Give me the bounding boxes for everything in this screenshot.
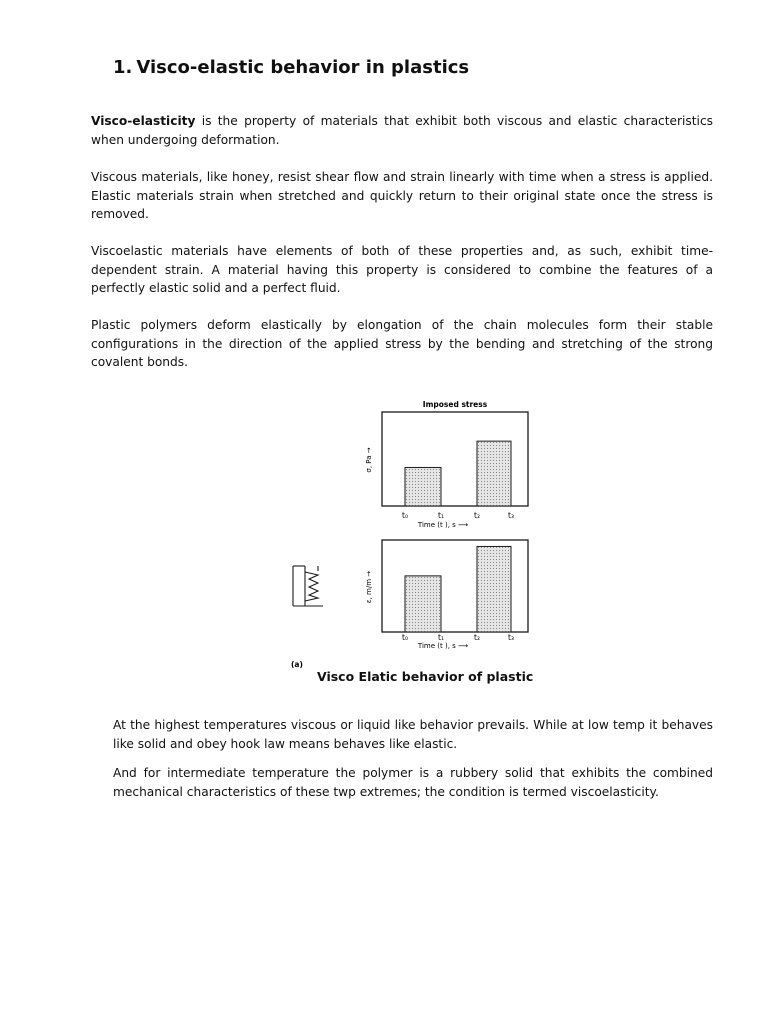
paragraph-viscoelastic: Viscoelastic materials have elements of both of these properties and, as such, exhibit time-dependent strain. A material having this property is considered to combine the features of a perfectly elastic solid and a perfect fluid. — [91, 244, 713, 295]
definition-text: is the property of materials that exhibit both viscous and elastic characteristics when undergoing deformation. — [91, 114, 713, 147]
x-axis-label: Time (t ), s ⟶ — [417, 642, 469, 650]
section-heading — [113, 57, 469, 78]
paragraph-temperature: At the highest temperatures viscous or liquid like behavior prevails. While at low temp it behaves like solid and obey hook law means behaves like elastic. — [113, 718, 713, 751]
x-axis-label: Time (t ), s ⟶ — [417, 521, 469, 529]
figure-label: (a) — [291, 660, 303, 669]
bar-t0-t1 — [405, 467, 441, 506]
tick-label: t₂ — [474, 511, 480, 520]
y-axis-label: σ, Pa → — [365, 447, 373, 473]
paragraph-intermediate: And for intermediate temperature the polymer is a rubbery solid that exhibits the combined mechanical characteristics of these twp extremes; the condition is termed viscoelasticity. — [113, 766, 713, 799]
figure-caption: Visco Elatic behavior of plastic — [317, 669, 534, 684]
term-visco-elasticity: Visco-elasticity — [91, 114, 196, 128]
paragraph-polymers: Plastic polymers deform elastically by elongation of the chain molecules form their stable configurations in the direction of the applied stress by the bending and stretching of the strong covalent bonds. — [91, 318, 713, 369]
section-title: Visco-elastic behavior in plastics — [136, 57, 470, 78]
tick-label: t₃ — [508, 511, 514, 520]
bar-t2-t3 — [477, 441, 511, 506]
section-number: 1. — [113, 57, 133, 78]
tick-label: t₁ — [438, 633, 444, 642]
visco-elastic-figure — [285, 390, 545, 680]
bar-t0-t1 — [405, 576, 441, 632]
tick-label: t₁ — [438, 511, 444, 520]
chart-title: Imposed stress — [422, 400, 488, 409]
bar-t2-t3 — [477, 546, 511, 632]
tick-label: t₂ — [474, 633, 480, 642]
imposed-stress-chart — [365, 400, 528, 529]
tick-label: t₃ — [508, 633, 514, 642]
paragraph-viscous-elastic: Viscous materials, like honey, resist shear flow and strain linearly with time when a stress is applied. Elastic materials strain when stretched and quickly return to their original state once the stress is removed. — [91, 170, 713, 221]
strain-chart — [365, 540, 528, 650]
tick-label: t₀ — [402, 633, 408, 642]
y-axis-label: ε, m/m → — [365, 570, 373, 604]
paragraph-definition — [91, 112, 713, 149]
spring-icon — [293, 566, 323, 606]
tick-label: t₀ — [402, 511, 408, 520]
